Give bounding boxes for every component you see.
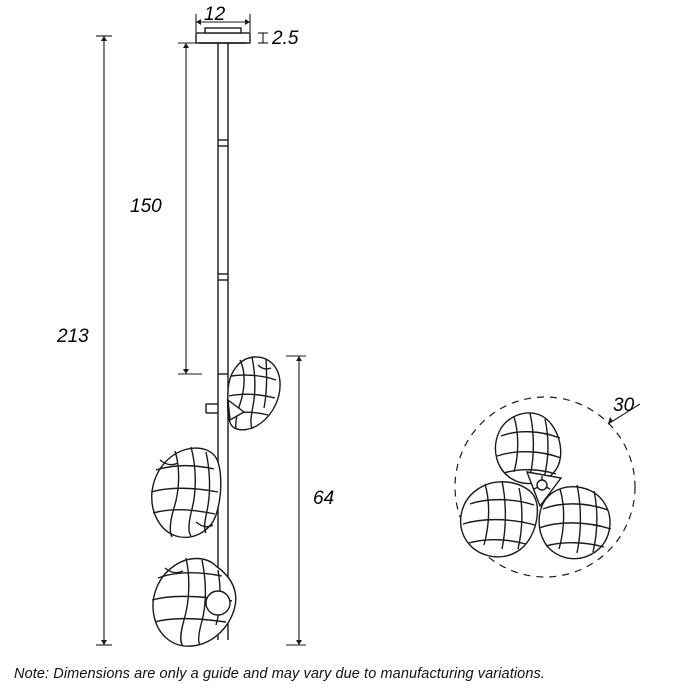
dim-overall-213 <box>96 36 112 645</box>
elevation-view <box>96 14 306 646</box>
dim-label-canopy: 2.5 <box>272 28 299 49</box>
suspension-rod <box>218 43 228 640</box>
plan-view <box>455 397 640 577</box>
plan-shade-right <box>539 485 611 559</box>
dim-label-overall: 213 <box>57 326 89 347</box>
dim-label-width: 12 <box>204 4 226 25</box>
plan-shade-left <box>461 481 538 557</box>
dim-label-cluster: 64 <box>313 488 335 509</box>
ceiling-canopy <box>196 28 250 43</box>
dim-label-suspension: 150 <box>130 196 162 217</box>
dim-suspension-150 <box>178 43 202 374</box>
glass-shade-lower <box>152 558 236 646</box>
glass-shade-middle <box>151 447 221 537</box>
manufacturing-note: Note: Dimensions are only a guide and may vary due to manufacturing variations. <box>14 666 545 682</box>
dim-canopy-25 <box>258 33 268 43</box>
dim-label-plan-diameter: 30 <box>613 395 635 416</box>
dim-cluster-64 <box>286 356 306 645</box>
glass-shade-upper <box>228 357 280 430</box>
